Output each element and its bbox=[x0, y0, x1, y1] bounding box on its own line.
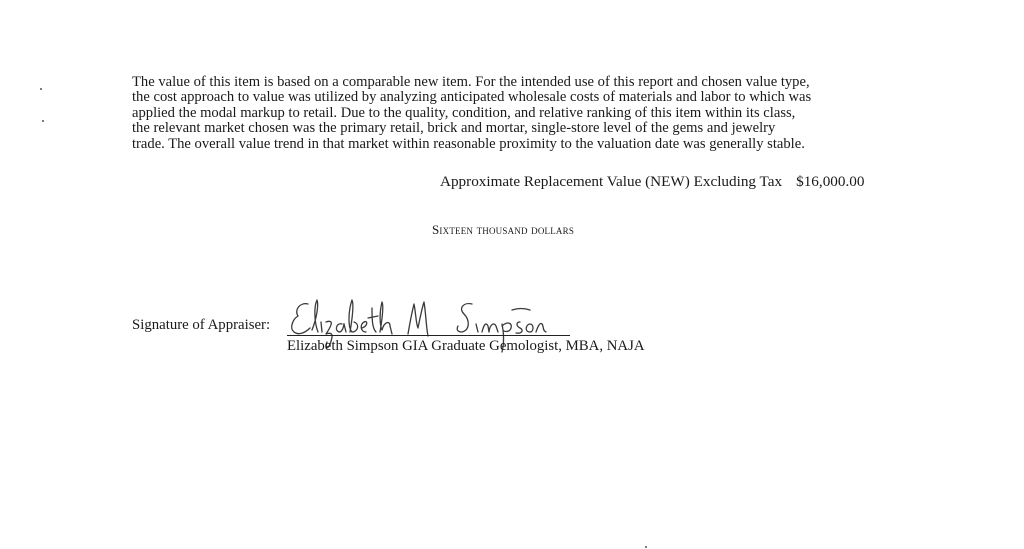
valuation-explanation-paragraph: The value of this item is based on a comparable new item. For the intended use of this report and chosen value type, the cost approach to value was utilized by analyzing anticipated wholesale costs of materials and labor to which was applied the modal markup to retail. Due to the quality, condition, and relative ranking of this item within its class, the relevant market chosen was the primary retail, brick and mortar, single-store level of the gems and jewelry trade. The overall value trend in that market within reasonable proximity to the valuation date was generally stable. bbox=[132, 74, 812, 152]
replacement-value-amount: $16,000.00 bbox=[796, 173, 865, 190]
scan-speck bbox=[645, 546, 647, 548]
signature-line bbox=[287, 335, 570, 336]
replacement-value-label: Approximate Replacement Value (NEW) Excluding Tax bbox=[440, 173, 783, 190]
scan-speck bbox=[42, 120, 44, 122]
scan-speck bbox=[40, 88, 42, 90]
replacement-value-row bbox=[440, 173, 864, 191]
signature-label: Signature of Appraiser: bbox=[132, 317, 271, 333]
value-in-words: Sixteen thousand dollars bbox=[432, 222, 575, 237]
appraiser-printed-name: Elizabeth Simpson GIA Graduate Gemologist, MBA, NAJA bbox=[287, 338, 645, 354]
